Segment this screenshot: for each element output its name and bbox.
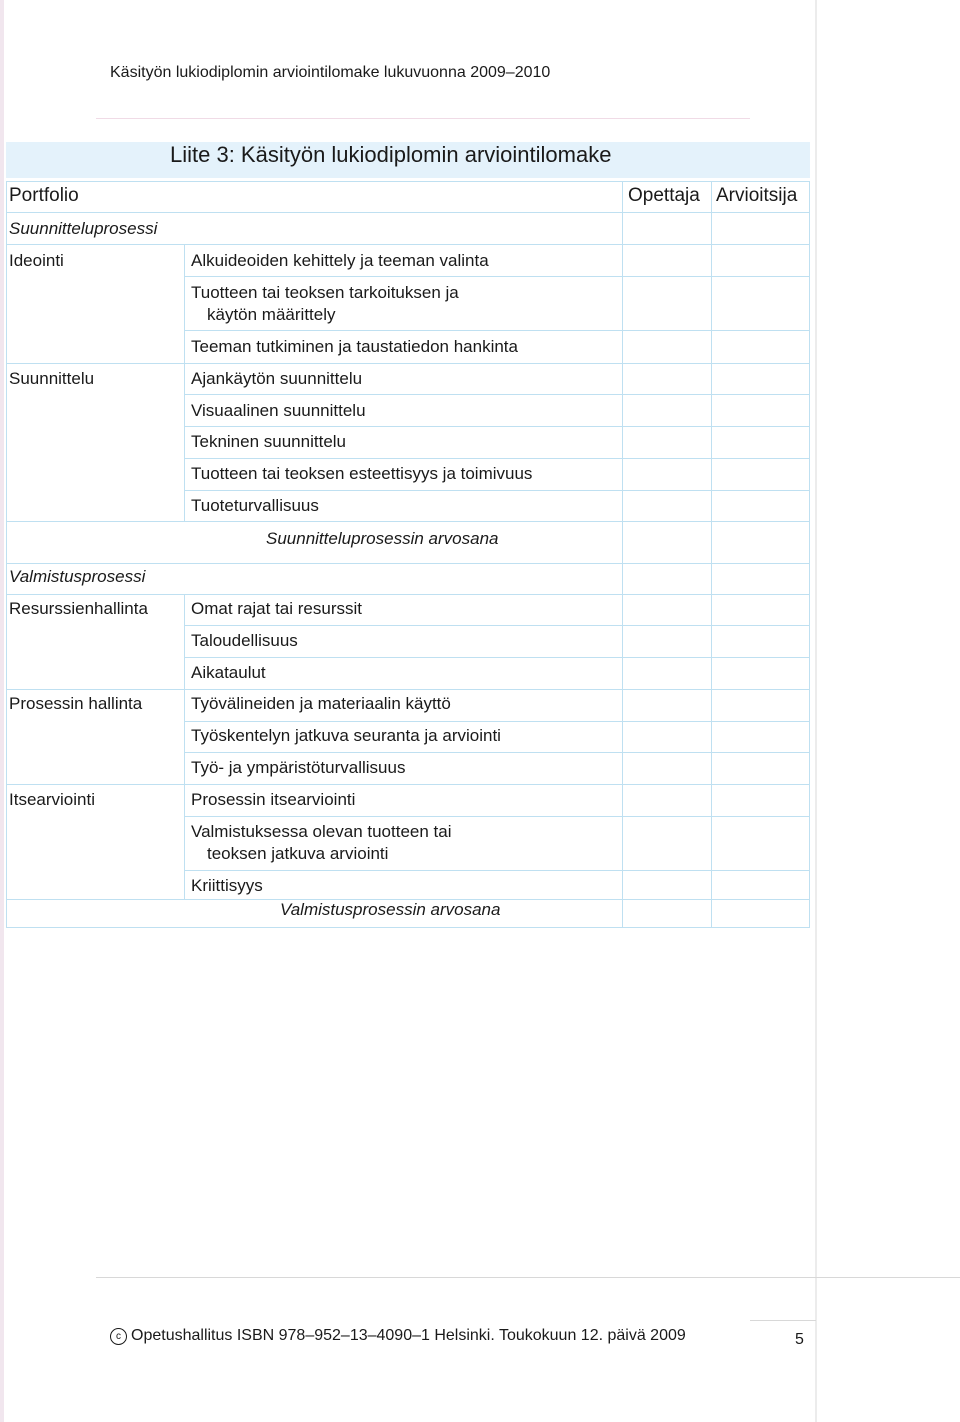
row-divider xyxy=(6,563,810,564)
row-divider xyxy=(6,212,810,213)
row-divider xyxy=(6,689,810,690)
row-divider xyxy=(184,276,810,277)
row-divider xyxy=(184,490,810,491)
table-border-top xyxy=(6,181,810,182)
footer-publisher: Opetushallitus ISBN 978–952–13–4090–1 Helsinki. Toukokuun 12. päivä 2009 xyxy=(131,1327,686,1344)
criterion-item: Tuotteen tai teoksen tarkoituksen ja xyxy=(191,283,459,302)
row-divider xyxy=(184,657,810,658)
column-header-portfolio: Portfolio xyxy=(9,185,79,206)
column-divider xyxy=(711,181,712,928)
page-number-rule xyxy=(750,1320,816,1321)
criterion-item: Visuaalinen suunnittelu xyxy=(191,401,366,420)
row-divider xyxy=(6,784,810,785)
row-divider xyxy=(6,521,810,522)
copyright-icon: c xyxy=(110,1328,127,1345)
criterion-item: Valmistuksessa olevan tuotteen tai xyxy=(191,822,452,841)
page-title: Liite 3: Käsityön lukiodiplomin arviointilomake xyxy=(170,142,612,167)
column-header-teacher: Opettaja xyxy=(628,185,700,206)
column-divider xyxy=(184,244,185,521)
footer-rule xyxy=(96,1277,960,1278)
criterion-item: Aikataulut xyxy=(191,663,266,682)
row-label-itsearviointi: Itsearviointi xyxy=(9,790,95,809)
row-divider xyxy=(184,625,810,626)
row-label-prosessin-hallinta: Prosessin hallinta xyxy=(9,694,143,713)
criterion-item: Taloudellisuus xyxy=(191,631,298,650)
criterion-item-continued: käytön määrittely xyxy=(207,305,336,324)
section-valmistusprosessi: Valmistusprosessi xyxy=(9,567,146,586)
criterion-item: Tuotteen tai teoksen esteettisyys ja toimivuus xyxy=(191,464,533,483)
header-rule xyxy=(96,118,750,119)
column-divider xyxy=(622,181,623,928)
row-divider xyxy=(184,330,810,331)
row-divider xyxy=(184,426,810,427)
criterion-item: Ajankäytön suunnittelu xyxy=(191,369,363,388)
row-label-resurssienhallinta: Resurssienhallinta xyxy=(9,599,148,618)
row-label-suunnittelu: Suunnittelu xyxy=(9,369,95,388)
footer-text xyxy=(110,1326,686,1346)
criterion-item: Tekninen suunnittelu xyxy=(191,432,347,451)
criterion-item: Tuoteturvallisuus xyxy=(191,496,319,515)
page-number: 5 xyxy=(795,1331,804,1348)
section-suunnitteluprosessi: Suunnitteluprosessi xyxy=(9,219,158,238)
row-divider xyxy=(184,394,810,395)
criterion-item: Kriittisyys xyxy=(191,876,263,895)
row-divider xyxy=(6,244,810,245)
row-label-ideointi: Ideointi xyxy=(9,251,64,270)
row-divider xyxy=(6,363,810,364)
criterion-item: Työ- ja ympäristöturvallisuus xyxy=(191,758,406,777)
page-edge-right xyxy=(815,0,817,1422)
table-border-bottom xyxy=(6,927,810,928)
row-divider xyxy=(184,721,810,722)
column-divider xyxy=(184,594,185,899)
grade-label-valmistus: Valmistusprosessin arvosana xyxy=(280,900,501,919)
table-border-left xyxy=(6,181,7,928)
row-divider xyxy=(184,752,810,753)
criterion-item: Prosessin itsearviointi xyxy=(191,790,356,809)
row-divider xyxy=(184,458,810,459)
running-header: Käsityön lukiodiplomin arviointilomake lukuvuonna 2009–2010 xyxy=(110,64,551,81)
criterion-item: Työskentelyn jatkuva seuranta ja arviointi xyxy=(191,726,501,745)
criterion-item: Omat rajat tai resurssit xyxy=(191,599,362,618)
criterion-item: Alkuideoiden kehittely ja teeman valinta xyxy=(191,251,489,270)
row-divider xyxy=(184,870,810,871)
grade-label-suunnittelu: Suunnitteluprosessin arvosana xyxy=(266,529,499,548)
criterion-item-continued: teoksen jatkuva arviointi xyxy=(207,844,389,863)
page-edge-left xyxy=(0,0,4,1422)
criterion-item: Teeman tutkiminen ja taustatiedon hankinta xyxy=(191,337,518,356)
row-divider xyxy=(6,594,810,595)
row-divider xyxy=(184,816,810,817)
column-header-assessor: Arvioitsija xyxy=(716,185,798,206)
criterion-item: Työvälineiden ja materiaalin käyttö xyxy=(191,694,451,713)
table-border-right xyxy=(809,181,810,928)
